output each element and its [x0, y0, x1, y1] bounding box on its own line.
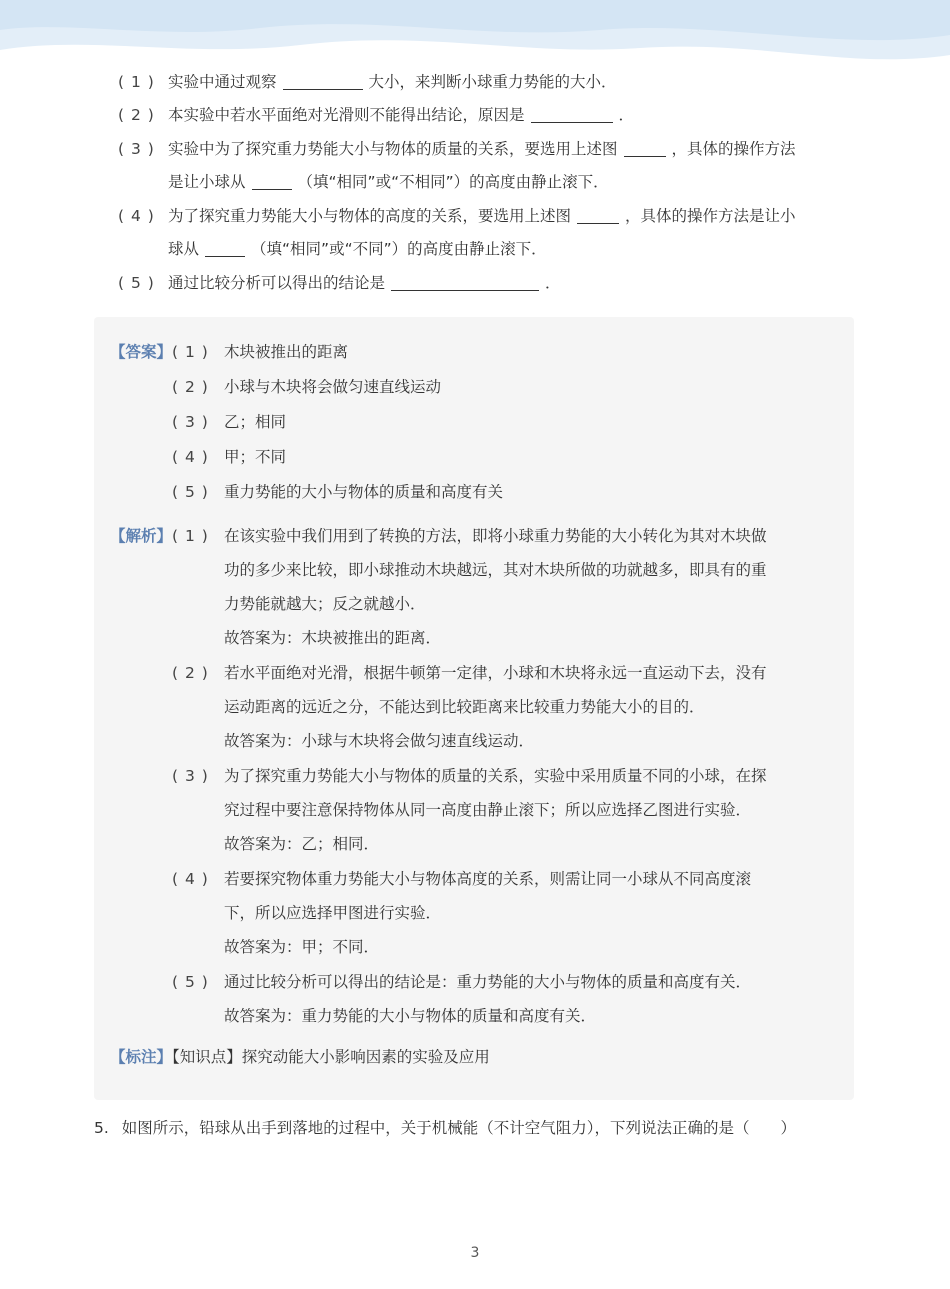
answer-item-text: 甲；不同	[224, 448, 287, 466]
analysis-text: 若要探究物体重力势能大小与物体高度的关系，则需让同一小球从不同高度滚	[224, 870, 752, 888]
question-text	[168, 233, 547, 266]
fill-blank	[577, 205, 619, 224]
question-text-after: 大小，来判断小球重力势能的大小．	[368, 73, 617, 91]
analysis-item-number: ( 4 )	[172, 870, 209, 888]
note-tag: 【标注】	[110, 1048, 173, 1066]
analysis-text: 下，所以应选择甲图进行实验．	[224, 904, 442, 922]
analysis-text: 究过程中要注意保持物体从同一高度由静止滚下；所以应选择乙图进行实验．	[224, 801, 752, 819]
analysis-text: 功的多少来比较，即小球推动木块越远，其对木块所做的功就越多，即具有的重	[224, 561, 767, 579]
note-text: 探究动能大小影响因素的实验及应用	[241, 1048, 490, 1066]
analysis-item-number: ( 3 )	[172, 767, 209, 785]
question-text-before: 球从	[168, 240, 200, 258]
question-text	[168, 99, 634, 132]
header-wave-decoration	[0, 0, 950, 75]
question-text	[168, 200, 796, 233]
answer-item-text: 小球与木块将会做匀速直线运动	[224, 378, 442, 396]
question-text: 如图所示，铅球从出手到落地的过程中，关于机械能（不计空气阻力），下列说法正确的是（ ）	[121, 1119, 796, 1137]
page-number: 3	[470, 1245, 480, 1261]
question-text-before: 实验中通过观察	[168, 73, 277, 91]
analysis-text: 故答案为：甲；不同．	[224, 938, 380, 956]
answer-item-text: 木块被推出的距离	[224, 343, 349, 361]
analysis-text: 通过比较分析可以得出的结论是：重力势能的大小与物体的质量和高度有关．	[224, 973, 752, 991]
question-text-after: （填“相同”或“不相同”）的高度由静止滚下．	[297, 173, 609, 191]
fill-blank	[252, 171, 292, 190]
question-text-before: 为了探究重力势能大小与物体的高度的关系，要选用上述图	[168, 207, 572, 225]
fill-blank	[531, 104, 613, 123]
fill-blank	[205, 238, 245, 257]
question-text-after: ．	[618, 106, 635, 124]
answer-item-number: ( 3 )	[172, 413, 209, 431]
fill-blank	[624, 138, 666, 157]
answer-tag: 【答案】	[110, 343, 173, 361]
question-text	[168, 66, 617, 99]
analysis-item-number: ( 5 )	[172, 973, 209, 991]
analysis-text: 力势能就越大；反之就越小．	[224, 595, 426, 613]
fill-blank	[283, 71, 363, 90]
question-item-number: ( 5 )	[118, 274, 155, 292]
note-line	[110, 1040, 490, 1074]
question-text-after: （填“相同”或“不同”）的高度由静止滚下．	[251, 240, 547, 258]
analysis-text: 故答案为：木块被推出的距离．	[224, 629, 442, 647]
question-text-after: ，具体的操作方法是让小	[625, 207, 796, 225]
analysis-text: 故答案为：小球与木块将会做匀速直线运动．	[224, 732, 535, 750]
question-item-number: ( 1 )	[118, 73, 155, 91]
answer-item-text: 乙；相同	[224, 413, 287, 431]
question-text-before: 通过比较分析可以得出的结论是	[168, 274, 386, 292]
analysis-text: 运动距离的远近之分，不能达到比较距离来比较重力势能大小的目的．	[224, 698, 705, 716]
answer-item-number: ( 1 )	[172, 343, 209, 361]
answer-item-number: ( 4 )	[172, 448, 209, 466]
question-number: 5.	[94, 1119, 109, 1137]
analysis-item-number: ( 2 )	[172, 664, 209, 682]
analysis-text: 故答案为：重力势能的大小与物体的质量和高度有关．	[224, 1007, 597, 1025]
answer-item-number: ( 5 )	[172, 483, 209, 501]
question-item-number: ( 3 )	[118, 140, 155, 158]
question-text-before: 是让小球从	[168, 173, 246, 191]
note-bracket: 【知识点】	[172, 1048, 242, 1066]
question-text	[168, 267, 561, 300]
question-item-number: ( 2 )	[118, 106, 155, 124]
question-text-after: ．	[545, 274, 561, 292]
analysis-text: 在该实验中我们用到了转换的方法，即将小球重力势能的大小转化为其对木块做	[224, 527, 767, 545]
analysis-text: 若水平面绝对光滑，根据牛顿第一定律，小球和木块将永远一直运动下去，没有	[224, 664, 767, 682]
question-text-after: ，具体的操作方法	[671, 140, 796, 158]
answer-item-text: 重力势能的大小与物体的质量和高度有关	[224, 483, 504, 501]
analysis-tag: 【解析】	[110, 527, 173, 545]
fill-blank	[391, 272, 539, 291]
answer-item-number: ( 2 )	[172, 378, 209, 396]
analysis-text: 故答案为：乙；相同．	[224, 835, 380, 853]
question-text-before: 实验中为了探究重力势能大小与物体的质量的关系，要选用上述图	[168, 140, 618, 158]
question-text	[168, 133, 796, 166]
question-item-number: ( 4 )	[118, 207, 155, 225]
question-5	[94, 1112, 796, 1144]
question-text-before: 本实验中若水平面绝对光滑则不能得出结论，原因是	[168, 106, 525, 124]
question-text	[168, 166, 609, 199]
analysis-text: 为了探究重力势能大小与物体的质量的关系，实验中采用质量不同的小球，在探	[224, 767, 767, 785]
analysis-item-number: ( 1 )	[172, 527, 209, 545]
